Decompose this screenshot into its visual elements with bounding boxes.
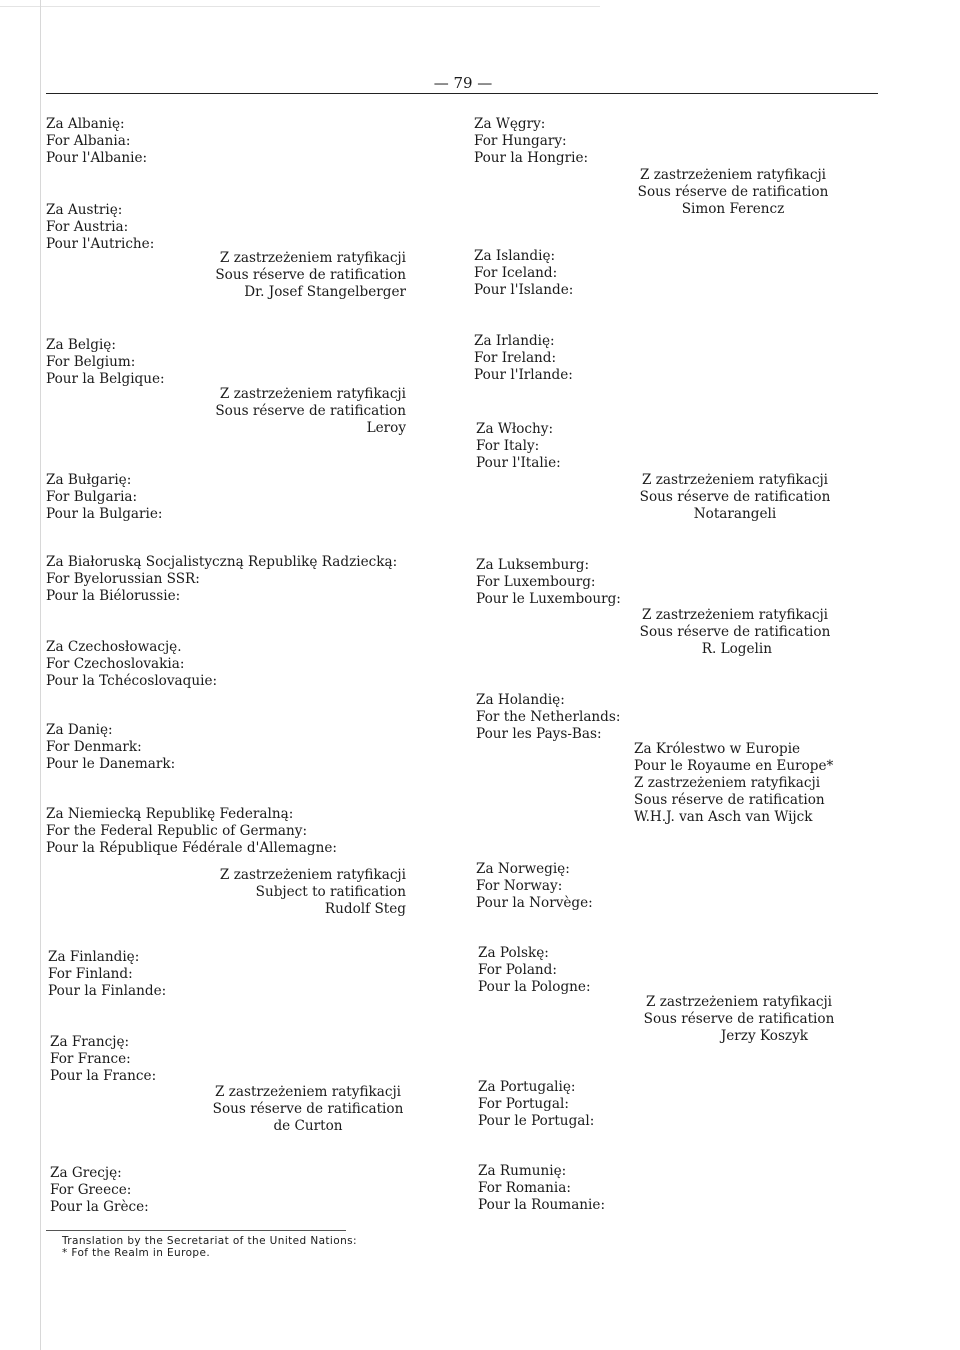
line-english: For Iceland: — [474, 265, 558, 281]
line-polish: Za Włochy: — [476, 421, 554, 437]
line-polish: Za Białoruską Socjalistyczną Republikę Radziecką: — [46, 554, 398, 570]
line-french: Pour l'Autriche: — [46, 236, 155, 252]
line-english: For the Netherlands: — [476, 709, 621, 725]
footnote — [62, 1235, 357, 1259]
line-english: For Denmark: — [46, 739, 142, 755]
country-france — [50, 1034, 156, 1085]
header-rule — [46, 93, 878, 94]
country-denmark — [46, 722, 175, 773]
scan-margin — [40, 0, 41, 1350]
country-albania — [46, 116, 147, 167]
line-polish: Za Albanię: — [46, 116, 125, 132]
line-english: For Albania: — [46, 133, 131, 149]
country-luxembourg — [476, 557, 621, 608]
footnote-line: * Fof the Realm in Europe. — [62, 1247, 211, 1259]
line-english: For Luxembourg: — [476, 574, 596, 590]
line-english: For Norway: — [476, 878, 563, 894]
line-french: Pour l'Islande: — [474, 282, 574, 298]
line-polish: Za Rumunię: — [478, 1163, 567, 1179]
line-polish: Za Węgry: — [474, 116, 546, 132]
line-polish: Za Bułgarię: — [46, 472, 132, 488]
line-polish: Za Austrię: — [46, 202, 123, 218]
signature-italy: Z zastrzeżeniem ratyfikacji Sous réserve de ratification Notarangeli — [639, 472, 831, 522]
line-french: Pour la Pologne: — [478, 979, 591, 995]
signature-hungary: Z zastrzeżeniem ratyfikacji Sous réserve de ratification Simon Ferencz — [637, 167, 829, 217]
line-english: For Poland: — [478, 962, 557, 978]
line-french: Pour le Portugal: — [478, 1113, 595, 1129]
line-french: Pour le Luxembourg: — [476, 591, 621, 607]
line-polish: Za Niemiecką Republikę Federalną: — [46, 806, 294, 822]
line-french: Pour la Roumanie: — [478, 1197, 606, 1213]
country-bulgaria — [46, 472, 163, 523]
country-czechoslovakia — [46, 639, 217, 690]
signature-luxembourg: Z zastrzeżeniem ratyfikacji Sous réserve de ratification R. Logelin — [639, 607, 831, 657]
line-polish: Za Portugalię: — [478, 1079, 576, 1095]
country-byelorussia — [46, 554, 397, 605]
line-polish: Za Francję: — [50, 1034, 130, 1050]
line-english: For Belgium: — [46, 354, 136, 370]
line-french: Pour l'Italie: — [476, 455, 561, 471]
line-english: For Italy: — [476, 438, 540, 454]
country-iceland — [474, 248, 573, 299]
line-french: Pour la Bulgarie: — [46, 506, 163, 522]
line-english: For Austria: — [46, 219, 129, 235]
line-english: For France: — [50, 1051, 131, 1067]
line-polish: Za Holandię: — [476, 692, 565, 708]
country-belgium — [46, 337, 165, 388]
country-poland — [478, 945, 591, 996]
country-austria — [46, 202, 154, 253]
line-french: Pour le Danemark: — [46, 756, 176, 772]
signature-austria: Z zastrzeżeniem ratyfikacji Sous réserve de ratification Dr. Josef Stangelberger — [215, 250, 406, 300]
line-english: For Bulgaria: — [46, 489, 138, 505]
line-polish: Za Luksemburg: — [476, 557, 590, 573]
line-english: For Hungary: — [474, 133, 567, 149]
page-number: — 79 — — [433, 74, 493, 92]
signature-germany: Z zastrzeżeniem ratyfikacji Subject to ratification Rudolf Steg — [219, 867, 406, 917]
line-french: Pour la Grèce: — [50, 1199, 149, 1215]
country-italy — [476, 421, 561, 472]
line-french: Pour les Pays-Bas: — [476, 726, 602, 742]
line-french: Pour la Belgique: — [46, 371, 165, 387]
line-french: Pour la Biélorussie: — [46, 588, 181, 604]
country-germany — [46, 806, 337, 857]
country-ireland — [474, 333, 573, 384]
line-english: For Romania: — [478, 1180, 571, 1196]
signature-poland: Z zastrzeżeniem ratyfikacji Sous réserve de ratification Jerzy Koszyk — [643, 994, 835, 1044]
country-hungary — [474, 116, 588, 167]
line-french: Pour la Finlande: — [48, 983, 167, 999]
line-french: Pour la Tchécoslovaquie: — [46, 673, 218, 689]
line-french: Pour l'Irlande: — [474, 367, 573, 383]
line-french: Pour la République Fédérale d'Allemagne: — [46, 840, 337, 856]
line-french: Pour l'Albanie: — [46, 150, 148, 166]
scan-edge — [0, 6, 600, 7]
line-polish: Za Danię: — [46, 722, 113, 738]
line-english: For Byelorussian SSR: — [46, 571, 200, 587]
line-polish: Za Finlandię: — [48, 949, 140, 965]
line-french: Pour la Hongrie: — [474, 150, 589, 166]
line-polish: Za Polskę: — [478, 945, 549, 961]
line-french: Pour la France: — [50, 1068, 157, 1084]
footnote-line: Translation by the Secretariat of the United Nations: — [62, 1235, 357, 1247]
country-portugal — [478, 1079, 594, 1130]
line-polish: Za Islandię: — [474, 248, 556, 264]
signature-france: Z zastrzeżeniem ratyfikacji Sous réserve de ratification de Curton — [212, 1084, 404, 1134]
line-english: For Greece: — [50, 1182, 132, 1198]
line-polish: Za Czechosłowację. — [46, 639, 182, 655]
line-polish: Za Grecję: — [50, 1165, 122, 1181]
line-french: Pour la Norvège: — [476, 895, 593, 911]
line-polish: Za Belgię: — [46, 337, 116, 353]
signature-netherlands: Za Królestwo w Europie Pour le Royaume en Europe* Z zastrzeżeniem ratyfikacji Sous réserve de ratification W.H.J. van Asch van Wijck — [634, 741, 834, 825]
country-netherlands — [476, 692, 620, 743]
footnote-rule — [46, 1230, 346, 1231]
country-norway — [476, 861, 593, 912]
country-finland — [48, 949, 166, 1000]
line-english: For the Federal Republic of Germany: — [46, 823, 308, 839]
line-english: For Czechoslovakia: — [46, 656, 185, 672]
country-romania — [478, 1163, 605, 1214]
signature-belgium: Z zastrzeżeniem ratyfikacji Sous réserve de ratification Leroy — [215, 386, 406, 436]
line-english: For Ireland: — [474, 350, 557, 366]
country-greece — [50, 1165, 149, 1216]
line-english: For Finland: — [48, 966, 133, 982]
line-english: For Portugal: — [478, 1096, 569, 1112]
line-polish: Za Irlandię: — [474, 333, 555, 349]
line-polish: Za Norwegię: — [476, 861, 570, 877]
